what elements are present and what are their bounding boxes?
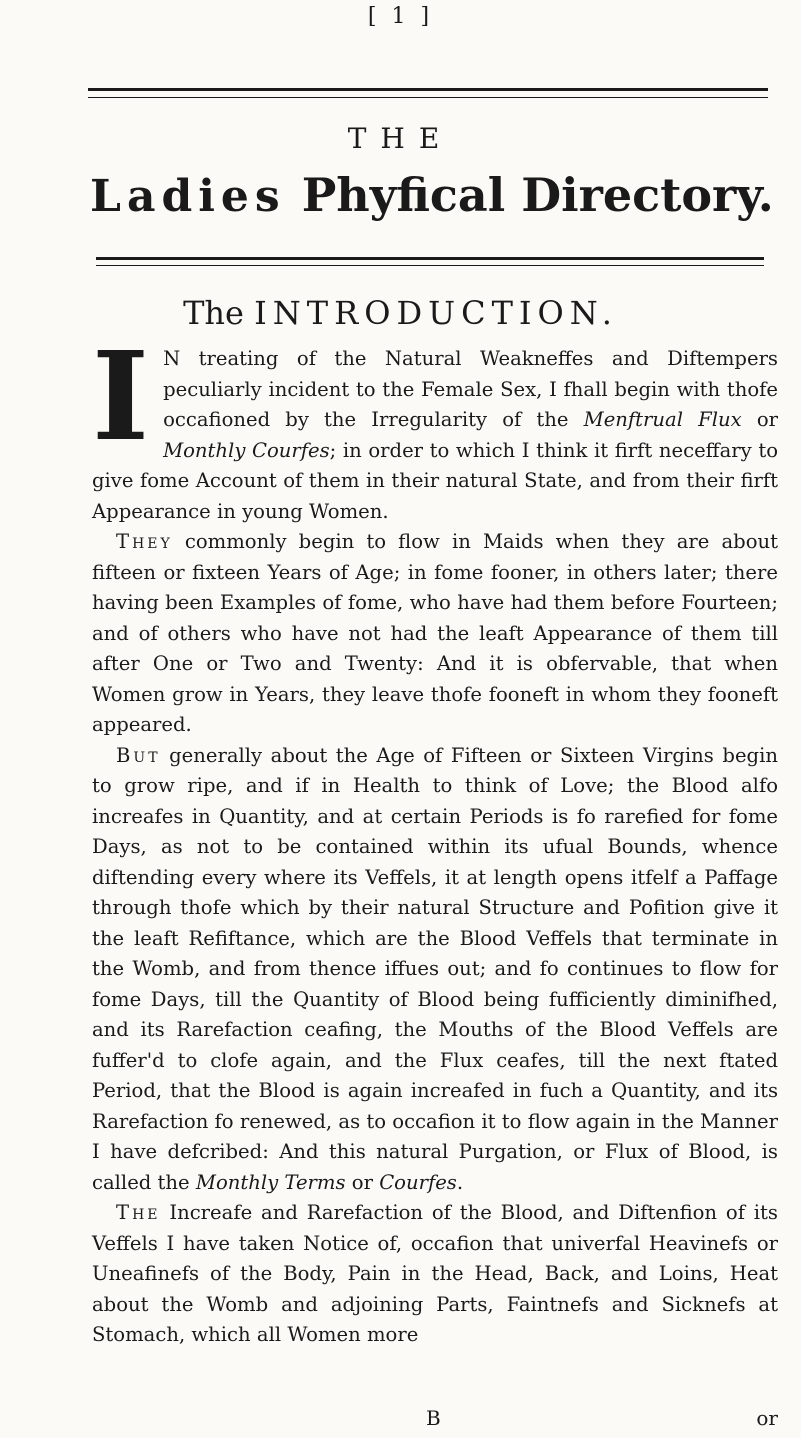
p1-italic-2: Monthly Courfes bbox=[163, 438, 330, 462]
title-rest: Phyfical Directory. bbox=[301, 168, 774, 222]
p2-text: commonly begin to flow in Maids when they are about fifteen or fixteen Years of Age; in fome fooner, in others later; there having been Examples of fome, who have had them before Fourteen; and of others who have not had the leaft Appearance of them till after One or Two and Twenty: And it is obfervable, that when Women grow in Years, they leave thofe fooneft in whom they fooneft appeared. bbox=[92, 530, 778, 736]
body-text bbox=[92, 324, 778, 1351]
p1-text-2: or bbox=[741, 408, 778, 431]
paragraph-2 bbox=[92, 527, 778, 741]
paragraph-1 bbox=[92, 324, 778, 527]
p4-lead: The bbox=[116, 1201, 161, 1224]
section-title: INTRODUCTION. bbox=[254, 294, 618, 332]
p3-text-1: generally about the Age of Fifteen or Sixteen Virgins begin to grow ripe, and if in Health to think of Love; the Blood alfo increafes in Quantity, and at certain Periods is fo rarefied for fome Days, as not to be contained within its ufual Bounds, whence diftending every where its Veffels, it at length opens itfelf a Paffage through thofe which by their natural Structure and Pofition give it the leaft Refiftance, which are the Blood Veffels that terminate in the Womb, and from thence iffues out; and fo continues to flow for fome Days, till the Quantity of Blood being fufficiently diminifhed, and its Rarefaction ceafing, the Mouths of the Blood Veffels are fuffer'd to clofe again, and the Flux ceafes, till the next ftated Period, that the Blood is again increafed in fuch a Quantity, and its Rarefaction fo renewed, as to occafion it to flow again in the Manner I have defcribed: And this natural Purgation, or Flux of Blood, is called the bbox=[92, 743, 778, 1194]
drop-cap: I bbox=[92, 324, 150, 468]
p3-text-2: or bbox=[345, 1170, 380, 1194]
page-footer bbox=[92, 1406, 778, 1438]
section-the: The bbox=[183, 294, 244, 332]
catchword: or bbox=[756, 1406, 778, 1430]
title-ladies: Ladies bbox=[90, 171, 286, 222]
p1-text-3: ; in order to which I think it firft neceffary to give fome Account of them in their natural State, and from their firft Appearance in young Women. bbox=[92, 438, 778, 523]
p3-italic-2: Courfes bbox=[379, 1170, 457, 1194]
heading-the: THE bbox=[347, 122, 454, 155]
paragraph-4 bbox=[92, 1198, 778, 1351]
signature-mark: B bbox=[426, 1406, 441, 1430]
middle-rule bbox=[96, 257, 764, 266]
p3-italic-1: Monthly Terms bbox=[195, 1170, 346, 1194]
p1-text-1: N treating of the Natural Weakneffes and Diftempers peculiarly incident to the Female Sex, I fhall begin with thofe occafioned by the Irregularity of the bbox=[163, 347, 778, 431]
p3-lead: But bbox=[116, 743, 161, 767]
paragraph-3 bbox=[92, 741, 778, 1199]
book-title bbox=[90, 168, 780, 222]
p1-italic-1: Menftrual Flux bbox=[583, 408, 742, 431]
p4-text: Increafe and Rarefaction of the Blood, and Diftenfion of its Veffels I have taken Notice of, occafion that univerfal Heavinefs or Uneafinefs of the Body, Pain in the Head, Back, and Loins, Heat about the Womb and adjoining Parts, Faintnefs and Sicknefs at Stomach, which all Women more bbox=[92, 1201, 778, 1346]
top-rule bbox=[88, 88, 768, 98]
page-number: [ 1 ] bbox=[367, 4, 434, 29]
p3-text-3: . bbox=[456, 1170, 464, 1194]
p2-lead: They bbox=[116, 530, 173, 553]
